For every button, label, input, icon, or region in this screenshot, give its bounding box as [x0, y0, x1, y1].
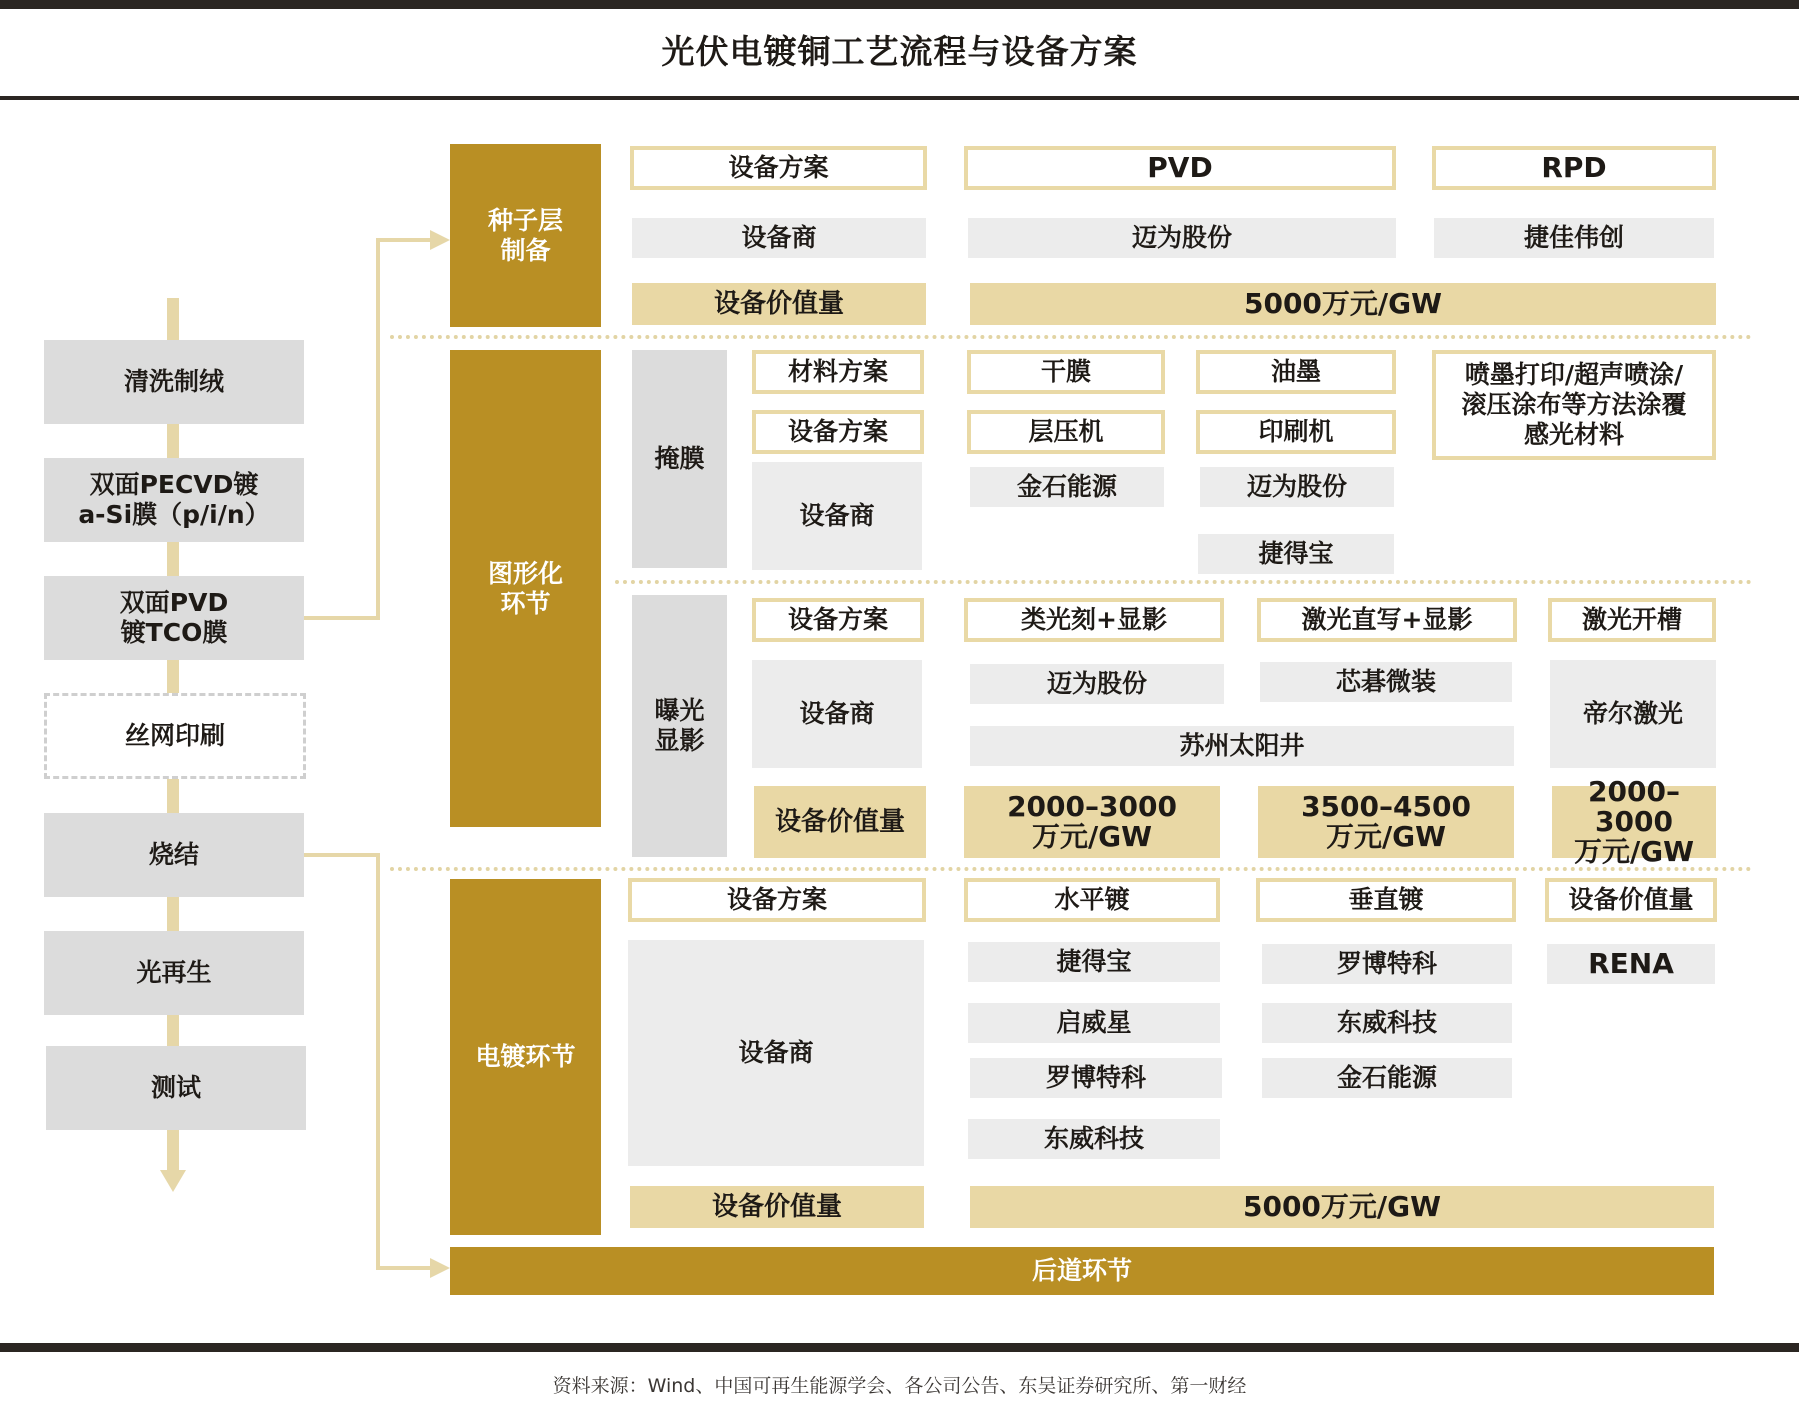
mask-material-label: 材料方案: [752, 350, 924, 394]
exposure-value-label: 设备价值量: [754, 786, 926, 858]
mask-dry-supplier: 金石能源: [970, 467, 1164, 507]
exposure-litho-supplier: 迈为股份: [970, 664, 1224, 704]
mask-ink-supplier-1: 迈为股份: [1200, 467, 1394, 507]
plating-horizontal-supplier-1: 捷得宝: [968, 942, 1220, 982]
mask-ink: 油墨: [1196, 350, 1396, 394]
plating-vertical: 垂直镀: [1256, 878, 1516, 922]
connector-sintering-to-backend: [304, 855, 430, 1268]
exposure-groove-value: 2000–3000 万元/GW: [1552, 786, 1716, 858]
mask-ink-supplier-2: 捷得宝: [1198, 534, 1394, 574]
exposure-litho: 类光刻+显影: [964, 598, 1224, 642]
process-step-testing: 测试: [46, 1046, 306, 1130]
seed-rpd-header: RPD: [1432, 146, 1716, 190]
exposure-supplier-label: 设备商: [752, 660, 922, 768]
seed-scheme-label: 设备方案: [630, 146, 927, 190]
exposure-label: 曝光 显影: [632, 595, 727, 857]
connector-arrowhead-backend: [430, 1258, 450, 1278]
plating-value-label: 设备价值量: [630, 1186, 924, 1228]
plating-value: 5000万元/GW: [970, 1186, 1714, 1228]
process-step-pvd-tco: 双面PVD 镀TCO膜: [44, 576, 304, 660]
plating-horizontal: 水平镀: [964, 878, 1220, 922]
stage-seed-layer: 种子层 制备: [450, 144, 601, 327]
mask-laminator: 层压机: [967, 410, 1165, 454]
stage-plating: 电镀环节: [450, 879, 601, 1235]
process-step-light-regeneration: 光再生: [44, 931, 304, 1015]
section-divider-2: [615, 580, 1752, 584]
seed-value-label: 设备价值量: [632, 283, 926, 325]
plating-horizontal-supplier-2: 启威星: [968, 1003, 1220, 1043]
footer-divider: [0, 1343, 1799, 1352]
process-step-cleaning: 清洗制绒: [44, 340, 304, 424]
seed-rpd-supplier: 捷佳伟创: [1434, 218, 1714, 258]
source-note: 资料来源：Wind、中国可再生能源学会、各公司公告、东吴证券研究所、第一财经: [552, 1375, 1247, 1397]
exposure-ldi-supplier: 芯碁微装: [1260, 662, 1512, 702]
exposure-shared-supplier: 苏州太阳井: [970, 726, 1514, 766]
process-step-screen-printing: 丝网印刷: [44, 693, 306, 779]
plating-vertical-supplier-1: 罗博特科: [1262, 944, 1512, 984]
process-step-pecvd: 双面PECVD镀 a-Si膜（p/i/n）: [44, 458, 304, 542]
plating-value-header: 设备价值量: [1545, 878, 1717, 922]
connector-pvd-to-seed: [304, 240, 430, 618]
seed-pvd-supplier: 迈为股份: [968, 218, 1396, 258]
plating-horizontal-supplier-4: 东威科技: [968, 1119, 1220, 1159]
stage-backend: 后道环节: [450, 1247, 1714, 1295]
exposure-litho-value: 2000–3000 万元/GW: [964, 786, 1220, 858]
stage-patterning: 图形化 环节: [450, 350, 601, 827]
mask-other-methods: 喷墨打印/超声喷涂/ 滚压涂布等方法涂覆 感光材料: [1432, 350, 1716, 460]
mask-supplier-label: 设备商: [752, 462, 922, 570]
seed-supplier-label: 设备商: [632, 218, 926, 258]
mask-scheme-label: 设备方案: [752, 410, 924, 454]
plating-vertical-supplier-3: 金石能源: [1262, 1058, 1512, 1098]
exposure-groove-supplier: 帝尔激光: [1550, 660, 1716, 768]
mask-label: 掩膜: [632, 350, 727, 568]
plating-horizontal-supplier-3: 罗博特科: [970, 1058, 1222, 1098]
exposure-ldi: 激光直写+显影: [1257, 598, 1517, 642]
seed-value: 5000万元/GW: [970, 283, 1716, 325]
plating-vertical-supplier-2: 东威科技: [1262, 1003, 1512, 1043]
seed-pvd-header: PVD: [964, 146, 1396, 190]
section-divider-1: [390, 335, 1752, 339]
plating-scheme-label: 设备方案: [628, 878, 926, 922]
exposure-scheme-label: 设备方案: [752, 598, 924, 642]
page-title: 光伏电镀铜工艺流程与设备方案: [661, 32, 1138, 71]
process-step-sintering: 烧结: [44, 813, 304, 897]
exposure-groove: 激光开槽: [1548, 598, 1716, 642]
section-divider-3: [390, 867, 1752, 871]
plating-supplier-label: 设备商: [628, 940, 924, 1166]
exposure-ldi-value: 3500–4500 万元/GW: [1258, 786, 1514, 858]
plating-rena: RENA: [1547, 944, 1715, 984]
mask-dry-film: 干膜: [967, 350, 1165, 394]
mask-printer: 印刷机: [1196, 410, 1396, 454]
connector-arrowhead-seed: [430, 230, 450, 250]
